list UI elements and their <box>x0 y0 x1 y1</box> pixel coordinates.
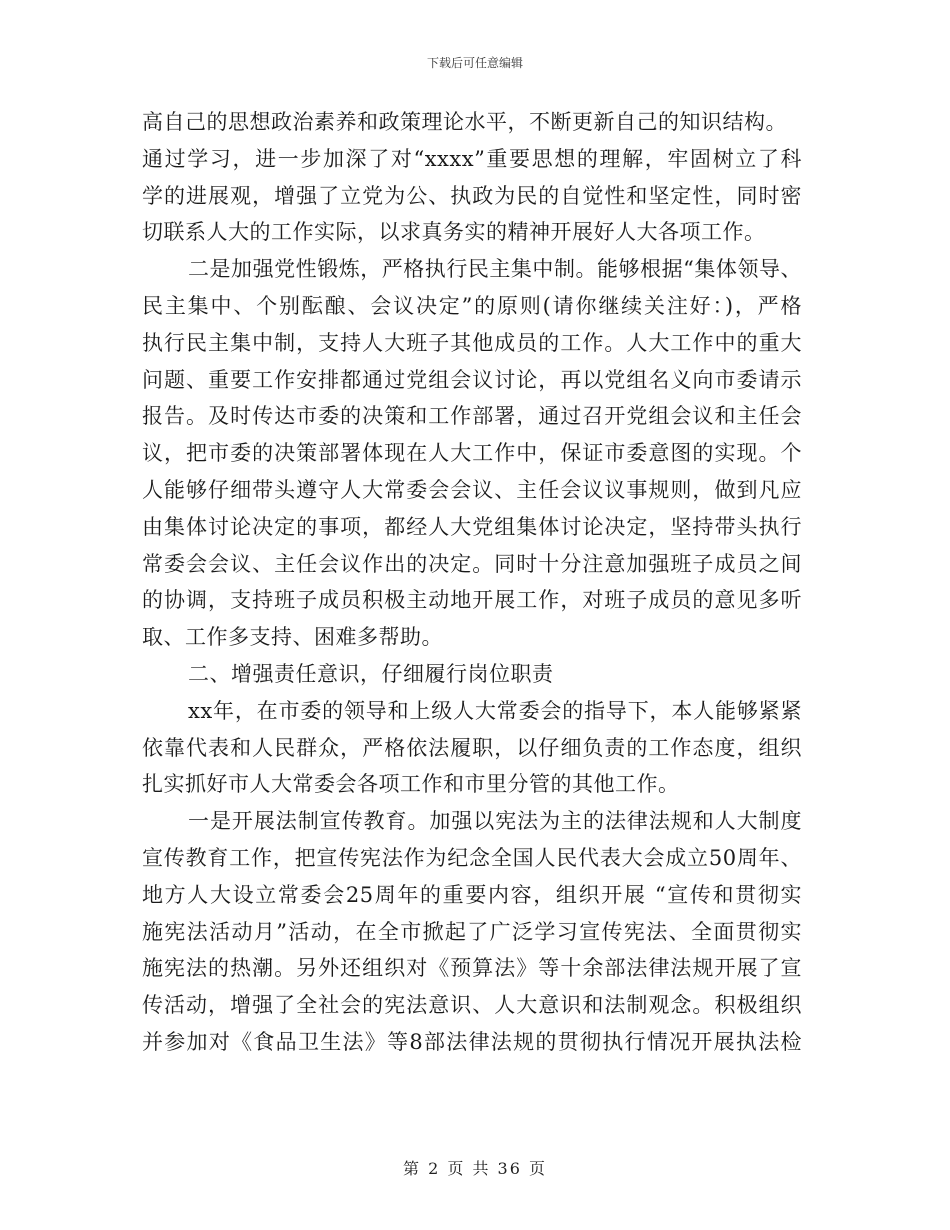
text-line: 问题、重要工作安排都通过党组会议讨论，再以党组名义向市委请示 <box>142 367 802 392</box>
body-text <box>142 104 802 1061</box>
text-line: 报告。及时传达市委的决策和工作部署，通过召开党组会议和主任会 <box>142 404 802 429</box>
page-number: 第 2 页 共 36 页 <box>403 1159 547 1178</box>
text-line: 扎实抓好市人大常委会各项工作和市里分管的其他工作。 <box>142 772 680 797</box>
text-line: 取、工作多支持、困难多帮助。 <box>142 625 443 650</box>
text-line: 的协调，支持班子成员积极主动地开展工作，对班子成员的意见多听 <box>142 588 802 613</box>
text-line: 人能够仔细带头遵守人大常委会会议、主任会议议事规则，做到凡应 <box>142 477 802 502</box>
text-line: 高自己的思想政治素养和政策理论水平，不断更新自己的知识结构。 <box>142 110 787 134</box>
text-line: 宣传教育工作，把宣传宪法作为纪念全国人民代表大会成立50周年、 <box>142 845 802 870</box>
text-line: 二是加强党性锻炼，严格执行民主集中制。能够根据“集体领导、 <box>188 257 802 282</box>
header-note: 下载后可任意编辑 <box>426 56 523 70</box>
text-line: 由集体讨论决定的事项，都经人大党组集体讨论决定，坚持带头执行 <box>142 514 802 539</box>
text-line: 施宪法的热潮。另外还组织对《预算法》等十余部法律法规开展了宣 <box>142 956 802 981</box>
text-line: 一是开展法制宣传教育。加强以宪法为主的法律法规和人大制度 <box>188 809 802 834</box>
text-line: 二、增强责任意识，仔细履行岗位职责 <box>188 661 554 686</box>
text-line: 并参加对《食品卫生法》等8部法律法规的贯彻执行情况开展执法检 <box>142 1029 802 1054</box>
text-line: 执行民主集中制，支持人大班子其他成员的工作。人大工作中的重大 <box>142 330 802 355</box>
text-line: 常委会会议、主任会议作出的决定。同时十分注意加强班子成员之间 <box>142 551 802 576</box>
text-line: 通过学习，进一步加深了对“xxxx”重要思想的理解，牢固树立了科 <box>142 146 802 171</box>
text-line: 议，把市委的决策部署体现在人大工作中，保证市委意图的实现。个 <box>142 441 802 466</box>
text-line: 依靠代表和人民群众，严格依法履职，以仔细负责的工作态度，组织 <box>142 735 802 760</box>
text-line: 施宪法活动月”活动，在全市掀起了广泛学习宣传宪法、全面贯彻实 <box>142 919 802 944</box>
text-line: 切联系人大的工作实际，以求真务实的精神开展好人大各项工作。 <box>142 220 766 245</box>
text-line: 地方人大设立常委会25周年的重要内容，组织开展 “宣传和贯彻实 <box>142 882 802 907</box>
text-line: xx年，在市委的领导和上级人大常委会的指导下，本人能够紧紧 <box>188 698 802 723</box>
text-line: 民主集中、个别酝酿、会议决定”的原则(请你继续关注好：)，严格 <box>142 293 802 318</box>
text-line: 传活动，增强了全社会的宪法意识、人大意识和法制观念。积极组织 <box>142 993 802 1018</box>
text-line: 学的进展观，增强了立党为公、执政为民的自觉性和坚定性，同时密 <box>142 183 802 208</box>
